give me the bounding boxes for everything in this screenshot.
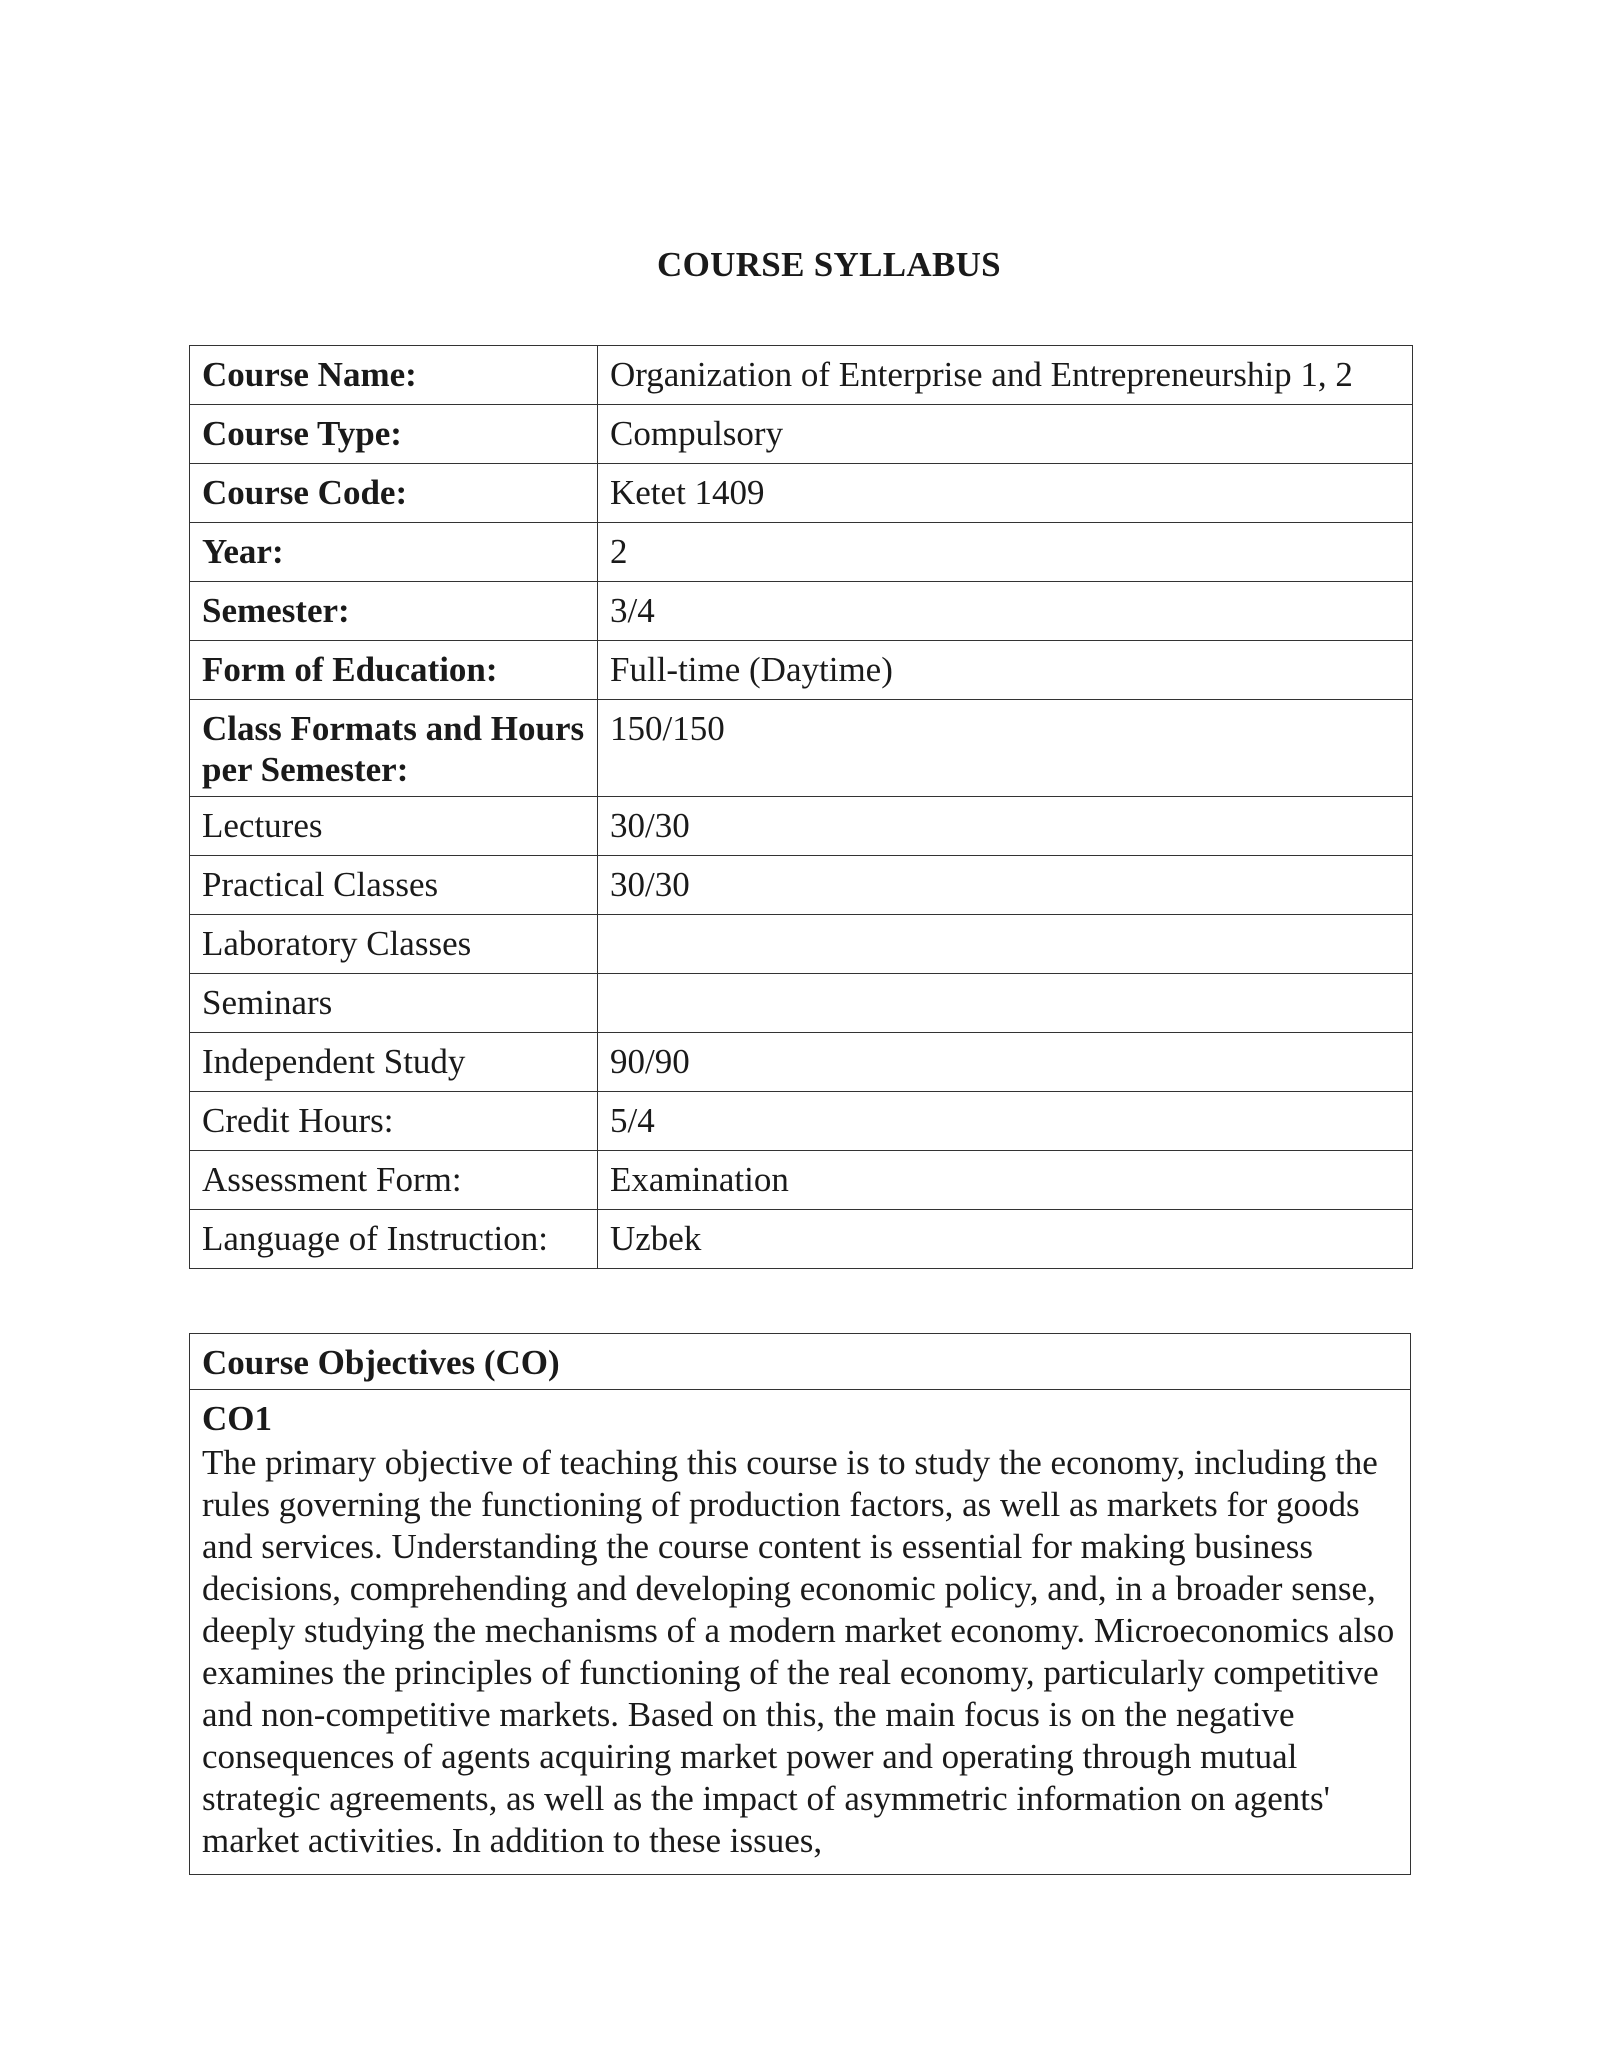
row-label: Language of Instruction: <box>190 1210 598 1269</box>
row-label: Practical Classes <box>190 856 598 915</box>
objectives-header: Course Objectives (CO) <box>190 1334 1410 1390</box>
row-value: Examination <box>598 1151 1413 1210</box>
course-objectives-section <box>189 1333 1411 1875</box>
table-row <box>190 1151 1413 1210</box>
row-value <box>598 915 1413 974</box>
row-label: Course Code: <box>190 464 598 523</box>
row-label: Credit Hours: <box>190 1092 598 1151</box>
row-value: 5/4 <box>598 1092 1413 1151</box>
objectives-body <box>190 1390 1410 1862</box>
row-value: Compulsory <box>598 405 1413 464</box>
page-title: COURSE SYLLABUS <box>657 245 1001 284</box>
row-value: Full-time (Daytime) <box>598 641 1413 700</box>
row-label: Form of Education: <box>190 641 598 700</box>
table-row <box>190 405 1413 464</box>
table-row <box>190 974 1413 1033</box>
row-label: Class Formats and Hours per Semester: <box>190 700 598 797</box>
row-value <box>598 974 1413 1033</box>
table-row <box>190 797 1413 856</box>
table-row <box>190 856 1413 915</box>
row-label: Course Type: <box>190 405 598 464</box>
table-row <box>190 915 1413 974</box>
co1-label: CO1 <box>202 1399 272 1438</box>
table-row <box>190 464 1413 523</box>
row-value: 150/150 <box>598 700 1413 797</box>
table-row <box>190 1033 1413 1092</box>
row-label: Seminars <box>190 974 598 1033</box>
row-label: Lectures <box>190 797 598 856</box>
co1-text: The primary objective of teaching this course is to study the economy, including the rules governing the functioning of production factors, as well as markets for goods and services. Understanding the course content is essential for making business decisions, comprehending and developing economic policy, and, in a broader sense, deeply studying the mechanisms of a modern market economy. Microeconomics also examines the principles of functioning of the real economy, particularly competitive and non-competitive markets. Based on this, the main focus is on the negative consequences of agents acquiring market power and operating through mutual strategic agreements, as well as the impact of asymmetric information on agents' market activities. In addition to these issues, <box>202 1443 1395 1860</box>
row-value: 30/30 <box>598 856 1413 915</box>
row-label: Independent Study <box>190 1033 598 1092</box>
course-info-table <box>189 345 1413 1269</box>
table-row <box>190 1210 1413 1269</box>
row-label: Laboratory Classes <box>190 915 598 974</box>
row-value: 2 <box>598 523 1413 582</box>
row-label: Semester: <box>190 582 598 641</box>
row-value: 90/90 <box>598 1033 1413 1092</box>
row-label: Year: <box>190 523 598 582</box>
table-row <box>190 346 1413 405</box>
row-value: Organization of Enterprise and Entrepreneurship 1, 2 <box>598 346 1413 405</box>
table-row <box>190 1092 1413 1151</box>
row-value: 3/4 <box>598 582 1413 641</box>
table-row <box>190 523 1413 582</box>
row-value: Ketet 1409 <box>598 464 1413 523</box>
row-value: 30/30 <box>598 797 1413 856</box>
row-label: Course Name: <box>190 346 598 405</box>
row-value: Uzbek <box>598 1210 1413 1269</box>
row-label: Assessment Form: <box>190 1151 598 1210</box>
table-row <box>190 641 1413 700</box>
table-row <box>190 700 1413 797</box>
table-row <box>190 582 1413 641</box>
